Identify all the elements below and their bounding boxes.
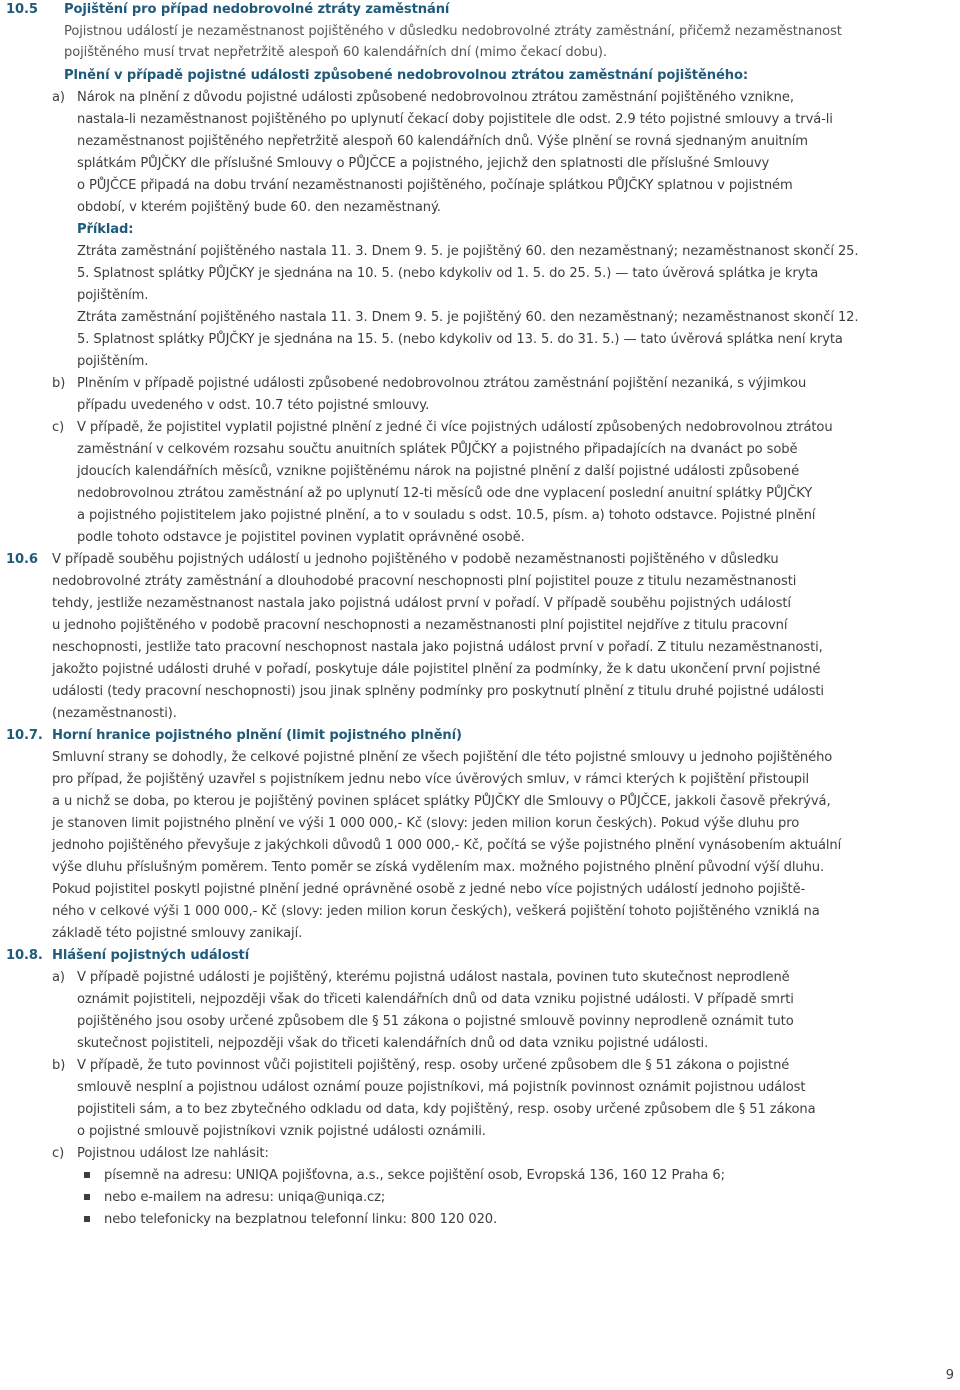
paragraph-line: je stanoven limit pojistného plnění ve výši 1 000 000,- Kč (slovy: jeden milion korun českých). Pokud výše dluhu pro [52, 816, 800, 831]
paragraph-line: tehdy, jestliže nezaměstnanost nastala jako pojistná událost první v pořadí. V případě souběhu pojistných událostí [52, 596, 791, 611]
paragraph-line: skutečnost pojistiteli, nejpozději však do třiceti kalendářních dnů od data vzniku pojistné události. [77, 1036, 709, 1051]
paragraph-line: pojištěním. [77, 354, 149, 369]
paragraph-line: pro případ, že pojištěný uzavřel s pojistníkem jednu nebo více úvěrových smluv, v rámci kterých k pojištění přistoupil [52, 772, 810, 787]
paragraph-line: Pojistnou událost lze nahlásit: [77, 1146, 269, 1161]
paragraph-line: výše dluhu příslušným poměrem. Tento poměr se získá vydělením max. možného pojistného plnění původní výší dluhu. [52, 860, 825, 875]
paragraph-line: jakožto pojistné události druhé v pořadí, poskytuje dále pojistitel plnění za podmínky, že k datu ukončení první pojistné [52, 662, 821, 677]
paragraph-line: pojištěním. [77, 288, 149, 303]
list-item: písemně na adresu: UNIQA pojišťovna, a.s., sekce pojištění osob, Evropská 136, 160 12 Praha 6; [104, 1168, 725, 1183]
paragraph-line: a pojistného pojistitelem jako pojistné plnění, a to v souladu s odst. 10.5, písm. a) tohoto odstavce. Pojistné plnění [77, 508, 816, 523]
paragraph-line: Ztráta zaměstnání pojištěného nastala 11. 3. Dnem 9. 5. je pojištěný 60. den nezaměstnaný; nezaměstnanost skončí 12. [77, 310, 859, 325]
list-marker: c) [52, 420, 65, 435]
paragraph-line: Plněním v případě pojistné události způsobené nedobrovolnou ztrátou zaměstnání pojištění nezaniká, s výjimkou [77, 376, 807, 391]
paragraph-line: základě této pojistné smlouvy zanikají. [52, 926, 303, 941]
paragraph-line: pojištěného jsou osoby určené způsobem dle § 51 zákona o pojistné smlouvě povinny neprodleně oznámit tuto [77, 1014, 794, 1029]
paragraph-line: u jednoho pojištěného v podobě pracovní neschopnosti a nezaměstnanosti plní pojistitel nejdříve z titulu pracovní [52, 618, 788, 633]
square-bullet-icon [84, 1172, 90, 1178]
paragraph-line: a u nichž se doba, po kterou je pojištěný povinen splácet splátky PŮJČKY dle Smlouvy o PŮJČCE, jakkoli časově překrývá, [52, 794, 831, 809]
section-number: 10.5 [6, 2, 38, 17]
page-number: 9 [945, 1368, 954, 1383]
paragraph-line: případu uvedeného v odst. 10.7 této pojistné smlouvy. [77, 398, 430, 413]
section-title: Horní hranice pojistného plnění (limit pojistného plnění) [52, 728, 462, 743]
paragraph-line: jdoucích kalendářních měsíců, vznikne pojištěnému nárok na pojistné plnění z další pojistné události způsobené [77, 464, 800, 479]
paragraph-line: nezaměstnanost pojištěného nepřetržitě alespoň 60 kalendářních dnů. Výše plnění se rovná sjednaným anuitním [77, 134, 808, 149]
paragraph-line: Smluvní strany se dohodly, že celkové pojistné plnění ze všech pojištění dle této pojistné smlouvy u jednoho pojištěného [52, 750, 833, 765]
paragraph-line: Pokud pojistitel poskytl pojistné plnění jedné oprávněné osobě z jedné nebo více pojistných událostí jednoho pojiště- [52, 882, 806, 897]
paragraph-line: 5. Splatnost splátky PŮJČKY je sjednána na 10. 5. (nebo kdykoliv od 1. 5. do 25. 5.) — tato úvěrová splátka je kryta [77, 266, 819, 281]
paragraph-line: jednoho pojištěného převyšuje z jakýchkoli důvodů 1 000 000,- Kč, počítá se výše pojistného plnění vynásobením aktuální [52, 838, 842, 853]
paragraph-line: události (tedy pracovní neschopnosti) jsou jinak splněny podmínky pro poskytnutí plnění z titulu druhé pojistné události [52, 684, 824, 699]
paragraph-line: zaměstnání v celkovém rozsahu součtu anuitních splátek PŮJČKY a pojistného připadajících na dvanáct po sobě [77, 442, 798, 457]
paragraph-line: V případě souběhu pojistných událostí u jednoho pojištěného v podobě nezaměstnanosti pojištěného v důsledku [52, 552, 779, 567]
paragraph-line: období, v kterém pojištěný bude 60. den nezaměstnaný. [77, 200, 441, 215]
section-title: Hlášení pojistných událostí [52, 948, 250, 963]
paragraph-line: Ztráta zaměstnání pojištěného nastala 11. 3. Dnem 9. 5. je pojištěný 60. den nezaměstnaný; nezaměstnanost skončí 25. [77, 244, 859, 259]
list-marker: a) [52, 970, 65, 985]
paragraph-line: Pojistnou událostí je nezaměstnanost pojištěného v důsledku nedobrovolné ztráty zaměstnání, přičemž nezaměstnanost [64, 24, 842, 39]
paragraph-line: Nárok na plnění z důvodu pojistné události způsobené nedobrovolnou ztrátou zaměstnání pojištěného vznikne, [77, 90, 794, 105]
paragraph-line: podle tohoto odstavce je pojistitel povinen vyplatit oprávněné osobě. [77, 530, 525, 545]
section-number: 10.6 [6, 552, 38, 567]
paragraph-line: oznámit pojistiteli, nejpozději však do třiceti kalendářních dnů od data vzniku pojistné události. V případě smrti [77, 992, 794, 1007]
paragraph-line: 5. Splatnost splátky PŮJČKY je sjednána na 15. 5. (nebo kdykoliv od 13. 5. do 31. 5.) — tato úvěrová splátka není kryta [77, 332, 843, 347]
paragraph-line: nastala-li nezaměstnanost pojištěného po uplynutí čekací doby pojistitele dle odst. 2.9 této pojistné smlouvy a trvá-li [77, 112, 833, 127]
square-bullet-icon [84, 1194, 90, 1200]
list-marker: c) [52, 1146, 65, 1161]
section-title: Pojištění pro případ nedobrovolné ztráty zaměstnání [64, 2, 450, 17]
section-number: 10.8. [6, 948, 43, 963]
paragraph-line: V případě, že pojistitel vyplatil pojistné plnění z jedné či více pojistných událostí způsobených nedobrovolnou ztrátou [77, 420, 833, 435]
list-marker: b) [52, 1058, 66, 1073]
paragraph-line: pojištěného musí trvat nepřetržitě alespoň 60 kalendářních dní (mimo čekací dobu). [64, 45, 607, 60]
example-heading: Příklad: [77, 222, 134, 237]
paragraph-line: nedobrovolnou ztrátou zaměstnání až po uplynutí 12-ti měsíců ode dne vyplacení poslední anuitní splátky PŮJČKY [77, 486, 813, 501]
paragraph-line: neschopnosti, jestliže tato pracovní neschopnost nastala jako pojistná událost první v pořadí. Z titulu nezaměstnanosti, [52, 640, 823, 655]
paragraph-line: o PŮJČCE připadá na dobu trvání nezaměstnanosti pojištěného, počínaje splátkou PŮJČKY splatnou v pojistném [77, 178, 793, 193]
paragraph-line: V případě pojistné události je pojištěný, kterému pojistná událost nastala, povinen tuto skutečnost neprodleně [77, 970, 790, 985]
square-bullet-icon [84, 1216, 90, 1222]
paragraph-line: V případě, že tuto povinnost vůči pojistiteli pojištěný, resp. osoby určené způsobem dle § 51 zákona o pojistné [77, 1058, 790, 1073]
section-number: 10.7. [6, 728, 43, 743]
paragraph-line: smlouvě nesplní a pojistnou událost oznámí pouze pojistníkovi, má pojistník povinnost oznámit pojistnou událost [77, 1080, 806, 1095]
list-item: nebo e-mailem na adresu: uniqa@uniqa.cz; [104, 1190, 386, 1205]
paragraph-line: pojistiteli sám, a to bez zbytečného odkladu od data, kdy pojištěný, resp. osoby určené způsobem dle § 51 zákona [77, 1102, 816, 1117]
paragraph-line: o pojistné smlouvě pojistníkovi vznik pojistné události oznámili. [77, 1124, 486, 1139]
paragraph-line: ného v celkové výši 1 000 000,- Kč (slovy: jeden milion korun českých), veškerá pojištění tohoto pojištěného vzniklá na [52, 904, 820, 919]
list-item: nebo telefonicky na bezplatnou telefonní linku: 800 120 020. [104, 1212, 498, 1227]
list-marker: a) [52, 90, 65, 105]
paragraph-line: (nezaměstnanosti). [52, 706, 177, 721]
subheading: Plnění v případě pojistné události způsobené nedobrovolnou ztrátou zaměstnání pojištěného: [64, 68, 748, 83]
paragraph-line: nedobrovolné ztráty zaměstnání a dlouhodobé pracovní neschopnosti plní pojistitel pouze z titulu nezaměstnanosti [52, 574, 797, 589]
list-marker: b) [52, 376, 66, 391]
paragraph-line: splátkám PŮJČKY dle příslušné Smlouvy o PŮJČCE a pojistného, jejichž den splatnosti dle příslušné Smlouvy [77, 156, 770, 171]
